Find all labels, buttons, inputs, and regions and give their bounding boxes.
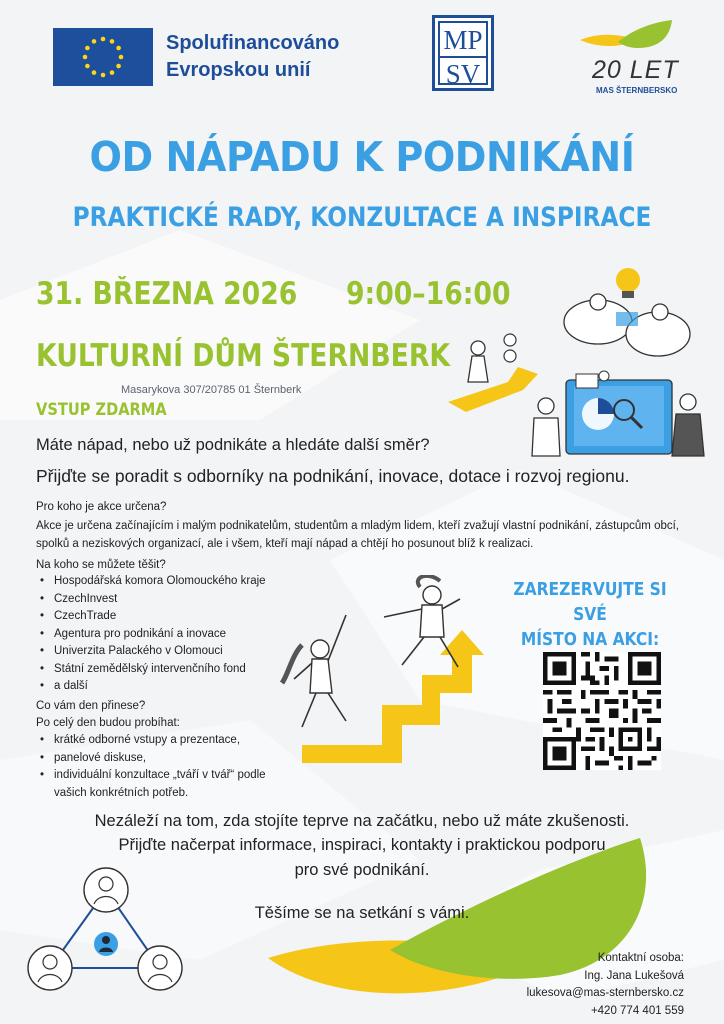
network-illustration <box>20 862 200 1024</box>
mpsv-logo <box>432 15 494 91</box>
page-title: OD NÁPADU K PODNIKÁNÍ <box>89 133 635 181</box>
reserve-heading <box>504 577 676 652</box>
event-venue: KULTURNÍ DŮM ŠTERNBERK <box>36 338 451 374</box>
list-item: • a další <box>40 678 266 696</box>
list-item: • CzechInvest <box>40 591 266 609</box>
partners-question: Na koho se můžete těšit? <box>36 559 166 571</box>
contact-name: Ing. Jana Lukešová <box>584 969 684 982</box>
list-item: • CzechTrade <box>40 608 266 626</box>
event-date: 31. BŘEZNA 2026 <box>36 276 298 312</box>
program-intro: Po celý den budou probíhat: <box>36 717 180 729</box>
eu-cofinancing-text <box>166 30 339 84</box>
list-item: • panelové diskuse, <box>40 750 280 768</box>
event-time: 9:00–16:00 <box>346 276 511 312</box>
business-illustration <box>448 262 708 458</box>
mas-name: MAS ŠTERNBERSKO <box>596 86 678 95</box>
closing-line-3: pro své podnikání. <box>294 861 430 879</box>
list-item: • Agentura pro podnikání a inovace <box>40 626 266 644</box>
mas-leaf-icon <box>580 18 680 58</box>
list-item: • Státní zemědělský intervenčního fond <box>40 661 266 679</box>
list-item: • Univerzita Palackého v Olomouci <box>40 643 266 661</box>
contact-block <box>527 950 684 1020</box>
contact-phone[interactable]: +420 774 401 559 <box>590 1004 684 1017</box>
who-answer: Akce je určena začínajícím i malým podnikatelům, studentům a mladým lidem, kteří zvažují vlastní podnikání, zástupcům obcí, spolků a neziskových organizací, ale i všem, kteří mají nápad a chtějí ho posunout blíž k realizaci. <box>36 520 680 550</box>
eu-flag-icon <box>53 28 153 86</box>
eu-line-1: Spolufinancováno <box>166 32 340 54</box>
lead-invitation: Přijďte se poradit s odborníky na podnikání, inovace, dotace i rozvoj regionu. <box>36 466 630 486</box>
list-item: • individuální konzultace „tváří v tvář“ podle vašich konkrétních potřeb. <box>40 767 280 802</box>
contact-email[interactable]: lukesova@mas-sternbersko.cz <box>526 987 684 999</box>
closing-greeting: Těšíme se na setkání s vámi. <box>254 904 470 922</box>
who-question: Pro koho je akce určena? <box>36 501 167 513</box>
eu-line-2: Evropskou unií <box>166 59 311 81</box>
mpsv-line-1: MP <box>443 25 483 55</box>
event-address: Masarykova 307/20785 01 Šternberk <box>121 384 302 396</box>
reserve-line-2: MÍSTO NA AKCI: <box>520 629 660 650</box>
list-item: • krátké odborné vstupy a prezentace, <box>40 732 280 750</box>
closing-line-2: Přijďte načerpat informace, inspiraci, kontakty i praktickou podporu <box>118 836 606 854</box>
entry-free: VSTUP ZDARMA <box>36 400 167 420</box>
reserve-line-1: ZAREZERVUJTE SI SVÉ <box>513 579 667 625</box>
program-question: Co vám den přinese? <box>36 700 146 712</box>
partners-list <box>40 573 266 696</box>
program-list <box>40 732 280 802</box>
page-subtitle: PRAKTICKÉ RADY, KONZULTACE A INSPIRACE <box>72 202 652 233</box>
growth-illustration <box>262 575 487 765</box>
contact-label: Kontaktní osoba: <box>597 952 684 964</box>
mas-logo <box>580 18 680 102</box>
mas-years: 20 LET <box>592 56 679 84</box>
mpsv-line-2: SV <box>445 59 481 89</box>
qr-code-icon[interactable] <box>543 652 661 770</box>
closing-line-1: Nezáleží na tom, zda stojíte teprve na začátku, nebo už máte zkušenosti. <box>94 812 630 830</box>
lead-question: Máte nápad, nebo už podnikáte a hledáte další směr? <box>36 436 430 454</box>
list-item: • Hospodářská komora Olomouckého kraje <box>40 573 266 591</box>
